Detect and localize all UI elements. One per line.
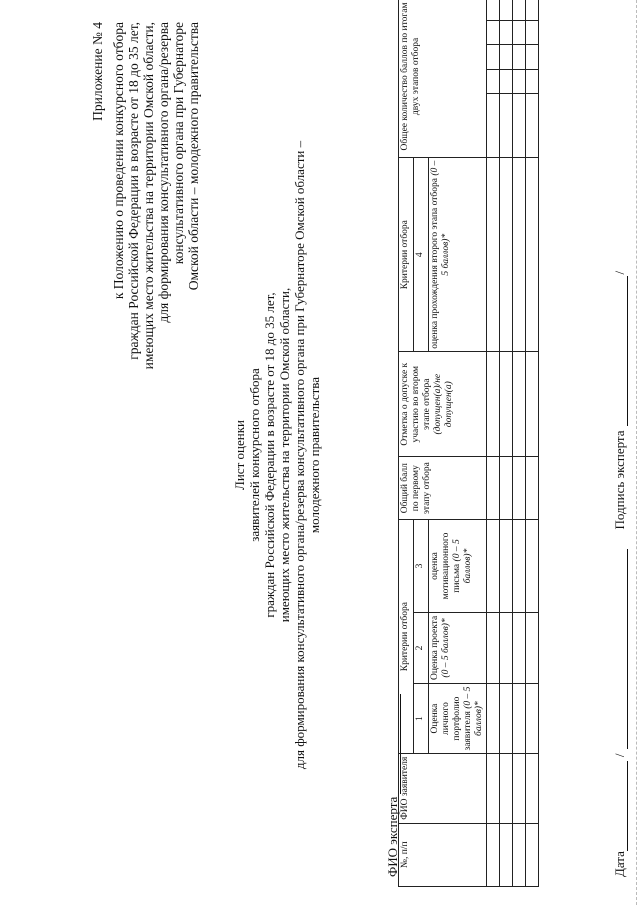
table-cell[interactable]	[526, 69, 539, 94]
criterion-3	[429, 520, 487, 612]
appendix-line: консультативного органа при Губернаторе	[171, 22, 186, 265]
header-total-first: Общий балл по первому этапу отбора	[399, 456, 487, 519]
evaluation-table	[398, 0, 539, 887]
criterion-text: оценка мотивационного письма	[430, 532, 462, 600]
table-cell[interactable]	[500, 753, 513, 823]
table-cell[interactable]	[526, 753, 539, 823]
date-label: Дата	[612, 851, 627, 877]
page-edge-rule	[636, 0, 637, 905]
header-total-all: Общее количество баллов по итогам двух этапов отбора	[399, 0, 487, 157]
criterion-number: 1	[414, 684, 429, 754]
table-cell[interactable]	[513, 0, 526, 20]
table-cell[interactable]	[513, 520, 526, 612]
criterion-4	[429, 157, 487, 352]
table-cell[interactable]	[500, 684, 513, 754]
table-cell[interactable]	[487, 94, 500, 157]
table-cell[interactable]	[487, 69, 500, 94]
table-cell[interactable]	[526, 45, 539, 70]
table-cell[interactable]	[513, 69, 526, 94]
signature-row	[612, 0, 628, 877]
header-fio: ФИО заявителя	[399, 753, 487, 823]
title-line: для формирования консультативного органа/резерва консультативного органа при Губернаторе Омской области –	[292, 140, 307, 770]
table-cell[interactable]	[513, 352, 526, 456]
table-cell[interactable]	[500, 0, 513, 20]
table-cell[interactable]	[487, 823, 500, 886]
criterion-1	[429, 684, 487, 754]
table-cell[interactable]	[526, 0, 539, 20]
separator: /	[612, 753, 627, 758]
table-row	[513, 0, 526, 887]
table-cell[interactable]	[487, 684, 500, 754]
table-row	[526, 0, 539, 887]
table-cell[interactable]	[487, 612, 500, 684]
table-cell[interactable]	[513, 684, 526, 754]
table-cell[interactable]	[487, 352, 500, 456]
appendix-line: Омской области – молодежного правительства	[186, 22, 201, 291]
table-cell[interactable]	[487, 456, 500, 519]
title-line: заявителей конкурсного отбора	[247, 368, 262, 542]
table-cell[interactable]	[500, 157, 513, 352]
criterion-number: 3	[414, 520, 429, 612]
table-cell[interactable]	[500, 45, 513, 70]
appendix-line: граждан Российской Федерации в возрасте от 18 до 35 лет,	[126, 22, 141, 360]
table-cell[interactable]	[487, 20, 500, 45]
signature-field[interactable]	[615, 276, 628, 426]
table-cell[interactable]	[526, 94, 539, 157]
separator: /	[612, 270, 627, 275]
appendix-line: к Положению о проведении конкурсного отбора	[111, 22, 126, 300]
criterion-2	[429, 612, 487, 684]
table-cell[interactable]	[526, 352, 539, 456]
criterion-number: 4	[414, 157, 429, 352]
table-cell[interactable]	[487, 753, 500, 823]
header-criteria-2: Критерии отбора	[399, 157, 414, 352]
table-cell[interactable]	[500, 823, 513, 886]
table-cell[interactable]	[500, 20, 513, 45]
table-cell[interactable]	[500, 456, 513, 519]
criterion-text: Оценка личного портфолио заявителя	[430, 696, 473, 751]
table-row	[500, 0, 513, 887]
signature-label: Подпись эксперта	[612, 430, 627, 530]
table-cell[interactable]	[513, 45, 526, 70]
appendix-header	[90, 22, 201, 642]
criterion-scale: (0 – 5 баллов)*	[441, 618, 451, 678]
criterion-scale: (0 – 5 баллов)*	[463, 686, 484, 736]
table-cell[interactable]	[513, 753, 526, 823]
table-cell[interactable]	[487, 157, 500, 352]
header-admission-mark	[399, 352, 487, 456]
table-cell[interactable]	[526, 823, 539, 886]
table-header-row	[399, 0, 414, 887]
table-cell[interactable]	[500, 352, 513, 456]
criterion-scale: (0 – 5 баллов)*	[430, 160, 451, 276]
appendix-line: имеющих место жительства на территории Омской области,	[141, 22, 156, 370]
expert-name-label: ФИО эксперта	[385, 796, 400, 877]
table-cell[interactable]	[500, 94, 513, 157]
table-cell[interactable]	[526, 520, 539, 612]
header-criteria-1: Критерии отбора	[399, 520, 414, 753]
criterion-text: Оценка проекта	[430, 615, 440, 681]
title-line: имеющих место жительства на территории Омской области,	[277, 287, 292, 623]
table-cell[interactable]	[513, 157, 526, 352]
table-cell[interactable]	[500, 612, 513, 684]
title-line: молодежного правительства	[307, 376, 322, 534]
table-cell[interactable]	[513, 823, 526, 886]
criterion-number: 2	[414, 612, 429, 684]
title-line: Лист оценки	[232, 420, 247, 490]
table-row	[487, 0, 500, 887]
table-cell[interactable]	[513, 612, 526, 684]
table-cell[interactable]	[500, 520, 513, 612]
admission-mark-text: Отметка о допуске к участию во втором этапе отбора	[400, 362, 432, 446]
document-title	[232, 135, 322, 775]
table-cell[interactable]	[487, 520, 500, 612]
table-cell[interactable]	[500, 69, 513, 94]
table-cell[interactable]	[526, 20, 539, 45]
table-cell[interactable]	[526, 157, 539, 352]
table-cell[interactable]	[526, 684, 539, 754]
date-field[interactable]	[615, 761, 628, 851]
date-field-2[interactable]	[615, 549, 628, 749]
table-cell[interactable]	[526, 456, 539, 519]
criterion-text: оценка прохождения второго этапа отбора	[430, 178, 440, 349]
table-cell[interactable]	[513, 456, 526, 519]
table-cell[interactable]	[526, 612, 539, 684]
appendix-line: Приложение № 4	[90, 22, 105, 121]
header-num: №, п/п	[399, 823, 487, 886]
criterion-scale: (0 – 5 баллов)*	[452, 539, 473, 584]
table-cell[interactable]	[513, 94, 526, 157]
table-cell[interactable]	[513, 20, 526, 45]
title-line: граждан Российской Федерации в возрасте от 18 до 35 лет,	[262, 292, 277, 618]
admission-mark-options: (допущен(а)/не допущен(а)	[433, 373, 454, 435]
table-cell[interactable]	[487, 0, 500, 20]
appendix-line: для формирования консультативного органа/резерва	[156, 22, 171, 323]
table-cell[interactable]	[487, 45, 500, 70]
